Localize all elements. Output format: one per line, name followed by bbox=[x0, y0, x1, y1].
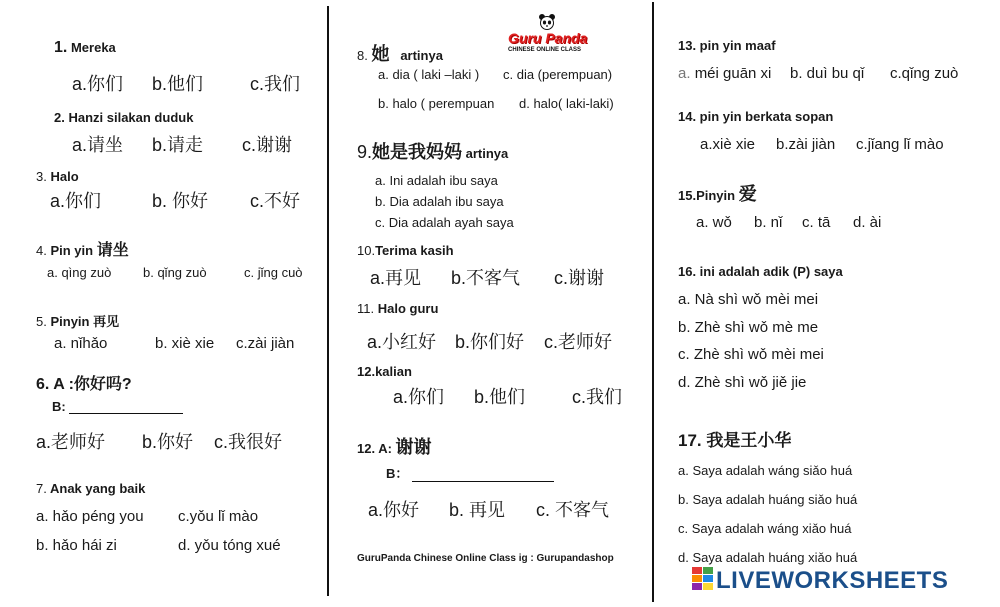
q9-option-a[interactable]: a. Ini adalah ibu saya bbox=[375, 173, 498, 188]
q5-option-b[interactable]: b. xiè xie bbox=[155, 335, 215, 352]
logo-tagline: CHINESE ONLINE CLASS bbox=[508, 47, 582, 53]
q8-option-b[interactable]: b. halo ( perempuan bbox=[378, 96, 495, 111]
q14-option-a[interactable]: a.xiè xie bbox=[700, 136, 756, 153]
q6-option-b[interactable]: b.你好 bbox=[142, 432, 194, 452]
q11-title: 11. Halo guru bbox=[357, 301, 439, 316]
column-divider-left bbox=[327, 6, 329, 596]
q12-option-b[interactable]: b.他们 bbox=[474, 387, 526, 407]
q7-title: 7. Anak yang baik bbox=[36, 481, 146, 496]
q10-option-c[interactable]: c.谢谢 bbox=[554, 268, 605, 288]
q2-option-c[interactable]: c.谢谢 bbox=[242, 135, 293, 155]
q16-option-a[interactable]: a. Nà shì wǒ mèi mei bbox=[678, 291, 819, 308]
footer-credit: GuruPanda Chinese Online Class ig : Gurupandashop bbox=[357, 553, 614, 564]
column-divider-right bbox=[652, 2, 654, 602]
q15-title: 15.Pinyin 爱 bbox=[678, 184, 757, 204]
liveworksheets-wordmark: LIVEWORKSHEETS bbox=[716, 567, 949, 594]
q2-title: 2. Hanzi silakan duduk bbox=[54, 110, 194, 125]
q11-option-b[interactable]: b.你们好 bbox=[455, 332, 525, 352]
panda-icon bbox=[538, 14, 556, 30]
q6-option-c[interactable]: c.我很好 bbox=[214, 432, 283, 452]
q9-option-b[interactable]: b. Dia adalah ibu saya bbox=[375, 194, 504, 209]
q8-option-d[interactable]: d. halo( laki-laki) bbox=[519, 96, 614, 111]
q10-option-b[interactable]: b.不客气 bbox=[451, 268, 521, 288]
q16-option-d[interactable]: d. Zhè shì wǒ jiě jie bbox=[678, 374, 807, 391]
q11-option-a[interactable]: a.小红好 bbox=[367, 332, 437, 352]
q15-option-b[interactable]: b. nǐ bbox=[754, 214, 783, 231]
q12b-option-a[interactable]: a.你好 bbox=[368, 500, 420, 520]
q15-option-d[interactable]: d. ài bbox=[853, 214, 882, 231]
q12b-title: 12. A: 谢谢 bbox=[357, 437, 432, 457]
q2-option-a[interactable]: a.请坐 bbox=[72, 135, 124, 155]
q16-title: 16. ini adalah adik (P) saya bbox=[678, 264, 843, 279]
q3-option-c[interactable]: c.不好 bbox=[250, 191, 301, 211]
q15-option-a[interactable]: a. wǒ bbox=[696, 214, 732, 231]
q17-option-a[interactable]: a. Saya adalah wáng siǎo huá bbox=[678, 463, 853, 478]
q9-title: 9.她是我妈妈 artinya bbox=[357, 142, 509, 162]
q7-option-c[interactable]: c.yǒu lǐ mào bbox=[178, 508, 259, 525]
q6-option-a[interactable]: a.老师好 bbox=[36, 432, 106, 452]
q17-option-c[interactable]: c. Saya adalah wáng xiǎo huá bbox=[678, 521, 852, 536]
q13-option-b[interactable]: b. duì bu qǐ bbox=[790, 65, 865, 82]
q1-option-c[interactable]: c.我们 bbox=[250, 74, 301, 94]
q3-option-a[interactable]: a.你们 bbox=[50, 191, 102, 211]
q8-option-c[interactable]: c. dia (perempuan) bbox=[503, 67, 613, 82]
q5-option-a[interactable]: a. nǐhǎo bbox=[54, 335, 108, 352]
q13-title: 13. pin yin maaf bbox=[678, 38, 776, 53]
live-badge-icon bbox=[692, 567, 714, 597]
q16-option-c[interactable]: c. Zhè shì wǒ mèi mei bbox=[678, 346, 824, 363]
q12b-option-c[interactable]: c. 不客气 bbox=[536, 500, 610, 520]
q4-option-c[interactable]: c. jǐng cuò bbox=[244, 265, 303, 280]
q14-option-b[interactable]: b.zài jiàn bbox=[776, 136, 836, 153]
q5-option-c[interactable]: c.zài jiàn bbox=[236, 335, 295, 352]
q1-option-b[interactable]: b.他们 bbox=[152, 74, 204, 94]
q12-title: 12.kalian bbox=[357, 364, 412, 379]
q13-option-a[interactable]: a. méi guān xi bbox=[678, 65, 772, 82]
q11-option-c[interactable]: c.老师好 bbox=[544, 332, 613, 352]
q12b-answer-line[interactable]: B： bbox=[386, 463, 554, 482]
q16-option-b[interactable]: b. Zhè shì wǒ mè me bbox=[678, 319, 819, 336]
q17-option-d[interactable]: d. Saya adalah huáng xiǎo huá bbox=[678, 550, 858, 565]
q14-title: 14. pin yin berkata sopan bbox=[678, 109, 834, 124]
q17-title: 17. 我是王小华 bbox=[678, 431, 792, 450]
logo-brand: Guru Panda bbox=[508, 30, 588, 46]
q6-answer-line[interactable]: B: bbox=[52, 399, 183, 414]
q3-option-b[interactable]: b. 你好 bbox=[152, 191, 209, 211]
q17-option-b[interactable]: b. Saya adalah huáng siǎo huá bbox=[678, 492, 858, 507]
q10-option-a[interactable]: a.再见 bbox=[370, 268, 422, 288]
q8-title: 8. 她 artinya bbox=[357, 44, 443, 64]
q6-title: 6. A :你好吗? bbox=[36, 376, 132, 393]
q8-option-a[interactable]: a. dia ( laki –laki ) bbox=[378, 67, 480, 82]
q4-option-b[interactable]: b. qǐng zuò bbox=[143, 265, 207, 280]
q9-option-c[interactable]: c. Dia adalah ayah saya bbox=[375, 215, 514, 230]
q3-title: 3. Halo bbox=[36, 169, 79, 184]
q14-option-c[interactable]: c.jǐang lǐ mào bbox=[856, 136, 944, 153]
gurupanda-logo bbox=[506, 14, 592, 56]
q12-option-c[interactable]: c.我们 bbox=[572, 387, 623, 407]
q7-option-b[interactable]: b. hǎo hái zi bbox=[36, 537, 117, 554]
q12b-option-b[interactable]: b. 再见 bbox=[449, 500, 506, 520]
q4-option-a[interactable]: a. qìng zuò bbox=[47, 265, 112, 280]
q12-option-a[interactable]: a.你们 bbox=[393, 387, 445, 407]
q4-title: 4. Pin yin 请坐 bbox=[36, 242, 129, 259]
q5-title: 5. Pinyin 再见 bbox=[36, 314, 120, 329]
q7-option-d[interactable]: d. yǒu tóng xué bbox=[178, 537, 281, 554]
q10-title: 10.Terima kasih bbox=[357, 243, 454, 258]
q1-option-a[interactable]: a.你们 bbox=[72, 74, 124, 94]
q1-title: 1. Mereka bbox=[54, 39, 116, 56]
q13-option-c[interactable]: c.qǐng zuò bbox=[890, 65, 959, 82]
q15-option-c[interactable]: c. tā bbox=[802, 214, 831, 231]
q7-option-a[interactable]: a. hǎo péng you bbox=[36, 508, 144, 525]
q2-option-b[interactable]: b.请走 bbox=[152, 135, 204, 155]
